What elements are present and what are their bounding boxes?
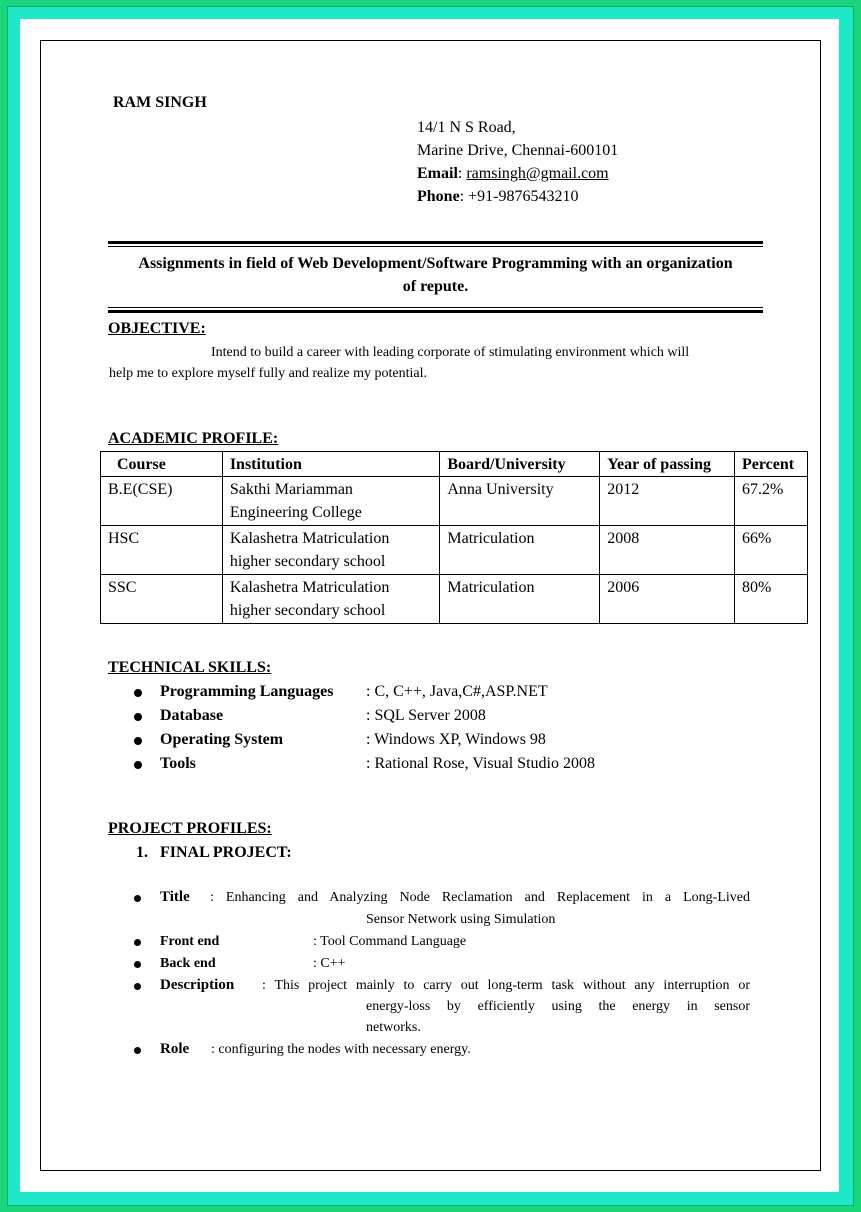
skill-label: Programming Languages [160, 683, 334, 700]
backend-value: : C++ [313, 956, 346, 971]
header-board: Board/University [440, 452, 600, 477]
cell-year: 2006 [600, 575, 735, 624]
phone-label: Phone [417, 188, 460, 205]
skill-value: : SQL Server 2008 [366, 707, 486, 724]
bullet-icon [134, 895, 141, 902]
institution-line-2: Engineering College [229, 504, 362, 521]
project-title-value-2: Sensor Network using Simulation [366, 912, 556, 927]
table-row [101, 477, 808, 526]
cell-course: SSC [101, 575, 223, 624]
cell-course: HSC [101, 526, 223, 575]
email-label: Email [417, 165, 458, 182]
skill-value: : C, C++, Java,C#,ASP.NET [366, 683, 548, 700]
bullet-icon [134, 713, 142, 721]
objective-title: OBJECTIVE: [108, 320, 206, 337]
header-year: Year of passing [600, 452, 735, 477]
address-line-2: Marine Drive, Chennai-600101 [417, 142, 619, 159]
divider-top-thin [108, 246, 763, 247]
contact-block [417, 116, 618, 208]
skills-title: TECHNICAL SKILLS: [108, 659, 272, 676]
cell-board: Matriculation [440, 526, 600, 575]
institution-line-2: higher secondary school [229, 553, 386, 570]
cell-institution [222, 526, 440, 575]
cell-year: 2008 [600, 526, 735, 575]
institution-line-2: higher secondary school [229, 602, 386, 619]
divider-top-thick [108, 241, 763, 244]
cell-institution [222, 575, 440, 624]
divider-bottom-thick [108, 310, 763, 313]
cell-percent: 80% [734, 575, 807, 624]
cell-board: Anna University [440, 477, 600, 526]
career-headline [108, 252, 763, 298]
table-header-row [101, 452, 808, 477]
bullet-icon [134, 737, 142, 745]
phone-line [417, 185, 618, 208]
bullet-icon [134, 761, 142, 769]
phone-value: : +91-9876543210 [459, 188, 579, 205]
skill-label: Tools [160, 755, 196, 772]
frontend-value: : Tool Command Language [313, 934, 467, 949]
description-value-1: : This project mainly to carry out long-term task without any interruption or [262, 978, 750, 993]
bullet-icon [134, 939, 141, 946]
academic-table [100, 451, 808, 624]
headline-line-2: of repute. [402, 278, 469, 295]
email-line: Email: ramsingh@gmail.com [417, 165, 609, 182]
header-course: Course [101, 452, 223, 477]
project-name: FINAL PROJECT: [160, 844, 292, 861]
project-number: 1. [136, 844, 148, 861]
address-line-1: 14/1 N S Road, [417, 119, 516, 136]
role-label: Role [160, 1041, 190, 1057]
candidate-name: RAM SINGH [113, 94, 207, 111]
table-row [101, 575, 808, 624]
bullet-icon [134, 1047, 141, 1054]
frontend-label: Front end [160, 934, 220, 949]
header-percent: Percent [734, 452, 807, 477]
skill-label: Operating System [160, 731, 284, 748]
bullet-icon [134, 689, 142, 697]
institution-line-1: Kalashetra Matriculation [229, 579, 390, 596]
header-institution: Institution [222, 452, 440, 477]
role-value: : configuring the nodes with necessary energy. [211, 1042, 471, 1057]
cell-institution [222, 477, 440, 526]
backend-label: Back end [160, 956, 216, 971]
projects-title: PROJECT PROFILES: [108, 820, 272, 837]
headline-line-1: Assignments in field of Web Development/Software Programming with an organization [138, 255, 733, 272]
cell-year: 2012 [600, 477, 735, 526]
divider-bottom-thin [108, 307, 763, 308]
objective-line-1: Intend to build a career with leading corporate of stimulating environment which will [211, 345, 690, 360]
academic-title: ACADEMIC PROFILE: [108, 430, 279, 447]
description-label: Description [160, 977, 235, 993]
bullet-icon [134, 983, 141, 990]
project-title-label: Title [160, 889, 190, 905]
description-value-3: networks. [366, 1020, 421, 1035]
skill-label: Database [160, 707, 224, 724]
skill-value: : Rational Rose, Visual Studio 2008 [366, 755, 595, 772]
bullet-icon [134, 961, 141, 968]
email-link[interactable]: ramsingh@gmail.com [466, 165, 609, 182]
cell-percent: 67.2% [734, 477, 807, 526]
cell-board: Matriculation [440, 575, 600, 624]
institution-line-1: Kalashetra Matriculation [229, 530, 390, 547]
project-title-value-1: : Enhancing and Analyzing Node Reclamation and Replacement in a Long-Lived [210, 890, 750, 905]
skill-value: : Windows XP, Windows 98 [366, 731, 546, 748]
description-value-2: energy-loss by efficiently using the energy in sensor [366, 999, 750, 1014]
cell-course: B.E(CSE) [101, 477, 223, 526]
institution-line-1: Sakthi Mariamman [229, 481, 353, 498]
cell-percent: 66% [734, 526, 807, 575]
objective-line-2: help me to explore myself fully and realize my potential. [109, 366, 428, 381]
table-row [101, 526, 808, 575]
